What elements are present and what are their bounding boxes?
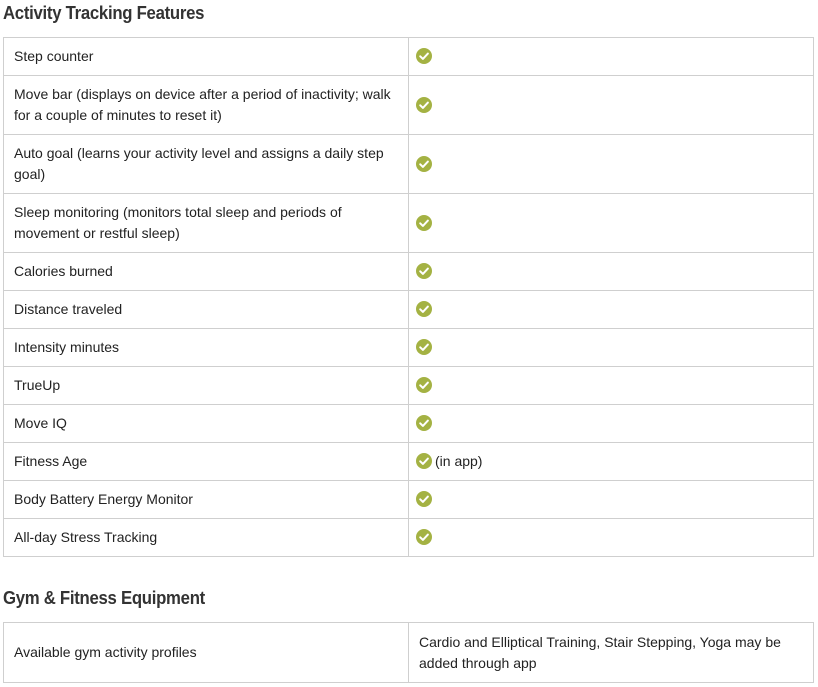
feature-label: Move IQ xyxy=(4,405,409,443)
gym-section-title: Gym & Fitness Equipment xyxy=(3,588,205,608)
feature-value: Cardio and Elliptical Training, Stair Stepping, Yoga may be added through app xyxy=(409,623,814,683)
table-row xyxy=(4,38,814,76)
check-circle-icon xyxy=(416,339,432,355)
feature-label: Distance traveled xyxy=(4,291,409,329)
table-row xyxy=(4,135,814,194)
table-row xyxy=(4,405,814,443)
feature-value xyxy=(409,405,814,443)
feature-label: Move bar (displays on device after a period of inactivity; walk for a couple of minutes to reset it) xyxy=(4,76,409,135)
feature-value xyxy=(409,194,814,253)
check-circle-icon xyxy=(416,377,432,393)
feature-label: Step counter xyxy=(4,38,409,76)
table-row xyxy=(4,291,814,329)
table-row xyxy=(4,76,814,135)
table-row xyxy=(4,481,814,519)
check-circle-icon xyxy=(416,156,432,172)
activity-features-table xyxy=(3,37,814,557)
table-row xyxy=(4,253,814,291)
feature-label: Calories burned xyxy=(4,253,409,291)
feature-value xyxy=(409,253,814,291)
feature-value xyxy=(409,443,814,481)
feature-value xyxy=(409,38,814,76)
feature-note: (in app) xyxy=(435,453,483,470)
table-row xyxy=(4,194,814,253)
check-circle-icon xyxy=(416,215,432,231)
feature-label: Fitness Age xyxy=(4,443,409,481)
feature-value xyxy=(409,76,814,135)
feature-value xyxy=(409,367,814,405)
check-circle-icon xyxy=(416,453,432,469)
feature-label: Body Battery Energy Monitor xyxy=(4,481,409,519)
feature-label: Intensity minutes xyxy=(4,329,409,367)
table-row xyxy=(4,329,814,367)
feature-value xyxy=(409,329,814,367)
feature-label: Auto goal (learns your activity level and assigns a daily step goal) xyxy=(4,135,409,194)
feature-value xyxy=(409,481,814,519)
feature-value xyxy=(409,519,814,557)
check-circle-icon xyxy=(416,48,432,64)
table-row xyxy=(4,623,814,683)
activity-section-title: Activity Tracking Features xyxy=(3,3,205,23)
feature-label: TrueUp xyxy=(4,367,409,405)
check-circle-icon xyxy=(416,529,432,545)
check-circle-icon xyxy=(416,97,432,113)
check-circle-icon xyxy=(416,301,432,317)
table-row xyxy=(4,443,814,481)
check-circle-icon xyxy=(416,263,432,279)
feature-value xyxy=(409,135,814,194)
gym-equipment-table xyxy=(3,622,814,683)
table-row xyxy=(4,367,814,405)
feature-label: Available gym activity profiles xyxy=(4,623,409,683)
check-circle-icon xyxy=(416,491,432,507)
check-circle-icon xyxy=(416,415,432,431)
feature-label: Sleep monitoring (monitors total sleep and periods of movement or restful sleep) xyxy=(4,194,409,253)
table-row xyxy=(4,519,814,557)
feature-value xyxy=(409,291,814,329)
feature-label: All-day Stress Tracking xyxy=(4,519,409,557)
